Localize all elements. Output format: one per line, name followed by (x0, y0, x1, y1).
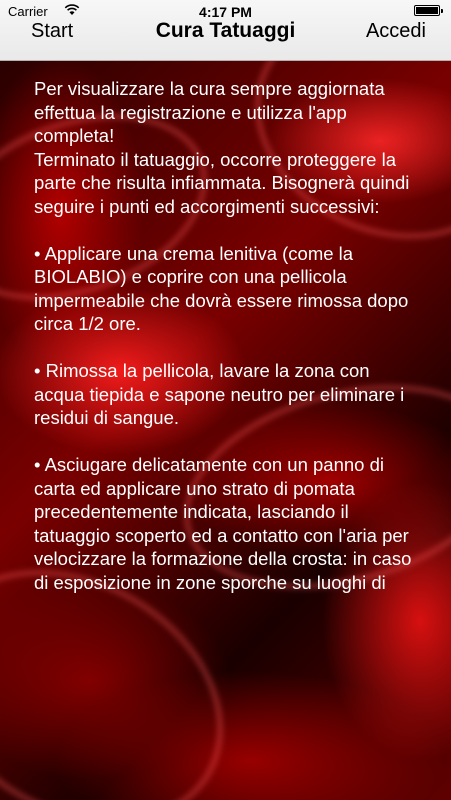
page-title: Cura Tatuaggi (155, 19, 296, 42)
battery-icon (414, 5, 440, 16)
intro-paragraph: Per visualizzare la cura sempre aggiornata effettua la registrazione e utilizza l'app completa! Terminato il tatuaggio, occorre proteggere la parte che risulta infiammata. Bisognerà quindi seguire i punti ed accorgimenti successivi: (34, 78, 410, 217)
status-bar (0, 0, 451, 20)
bullet-cream: • Applicare una crema lenitiva (come la BIOLABIO) e coprire con una pellicola impermeabile che dovrà essere rimossa dopo circa 1/2 ore. (34, 242, 414, 334)
bullet-wash: • Rimossa la pellicola, lavare la zona con acqua tiepida e sapone neutro per eliminare i residui di sangue. (34, 360, 410, 428)
instructions-text (34, 77, 424, 594)
status-time: 4:17 PM (199, 4, 252, 20)
navigation-bar (0, 0, 451, 61)
bullet-dry: • Asciugare delicatamente con un panno di carta ed applicare uno strato di pomata precedentemente indicata, lasciando il tatuaggio scoperto ed a contatto con l'aria per velocizzare la formazione della crosta: in caso di esposizione in zone sporche su luoghi di (34, 454, 417, 593)
care-instructions-view[interactable] (0, 61, 451, 800)
accedi-button[interactable]: Accedi (365, 20, 426, 42)
carrier-label: Carrier (8, 4, 48, 19)
start-button[interactable]: Start (31, 20, 74, 42)
